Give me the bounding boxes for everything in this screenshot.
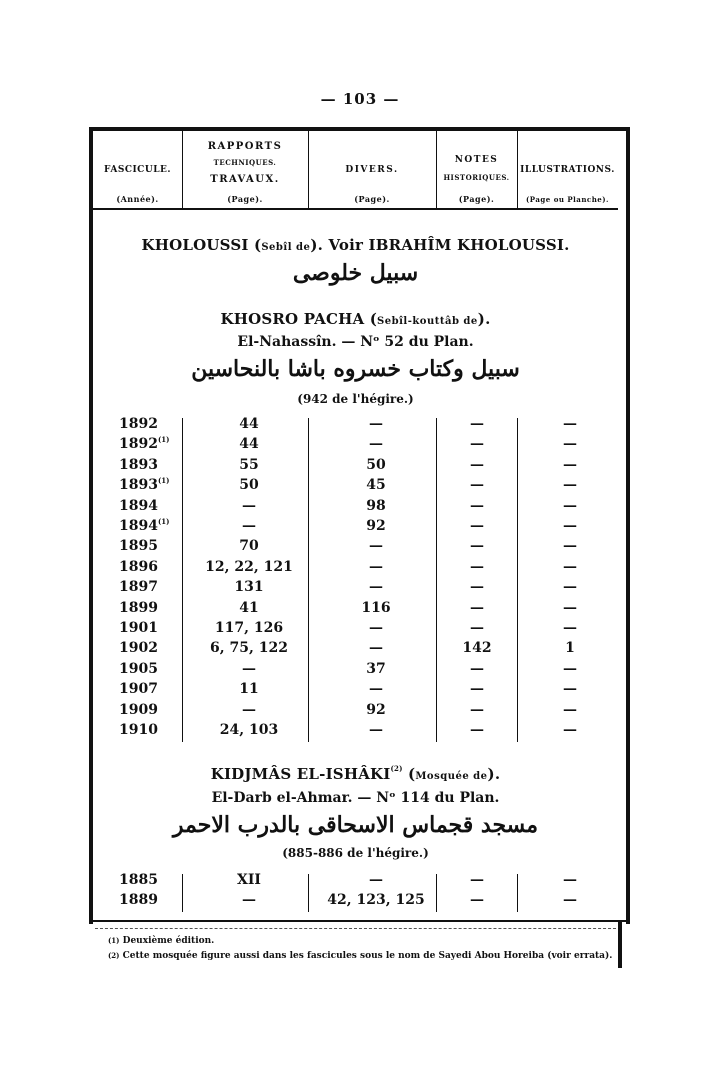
- table-row: [93, 498, 618, 518]
- entry-title-kind: Mosquée de: [415, 771, 488, 782]
- header-fascicule: [93, 131, 182, 208]
- cell-notes: [437, 722, 517, 738]
- cell-notes-text: —: [470, 681, 484, 698]
- cell-year: [119, 436, 169, 452]
- table-bottom-rule: [89, 920, 630, 922]
- cell-notes: [437, 892, 517, 908]
- cell-illustrations: [521, 640, 619, 656]
- cell-illustrations: [521, 702, 619, 718]
- cell-divers: [315, 518, 437, 534]
- entry-location: El-Darb el-Ahmar. — Nᵒ 114 du Plan.: [211, 790, 500, 806]
- cell-divers-text: —: [369, 579, 383, 596]
- cell-rapports: [189, 538, 309, 554]
- cell-illustrations-text: —: [563, 416, 577, 432]
- cell-rapports-text: 44: [239, 416, 259, 432]
- cell-rapports-text: —: [242, 660, 256, 677]
- cell-illustrations: [521, 620, 619, 636]
- entry-title: [93, 236, 618, 254]
- cell-year-text: 1889: [119, 892, 158, 908]
- header-divider: [93, 208, 618, 210]
- entry-title-rest: ).: [477, 310, 491, 328]
- cell-year: [119, 892, 158, 908]
- frame-right-tail: [618, 920, 622, 968]
- cell-divers: [315, 702, 437, 718]
- cell-year: [119, 457, 158, 473]
- cell-year: [119, 477, 169, 493]
- header-illustrations: [517, 131, 618, 208]
- cell-rapports: [189, 436, 309, 452]
- cell-year-text: 1892: [119, 436, 158, 453]
- cell-notes: [437, 436, 517, 452]
- cell-divers: [315, 436, 437, 452]
- cell-notes-text: —: [470, 558, 484, 575]
- cell-illustrations: [521, 518, 619, 534]
- cell-year: [119, 538, 158, 554]
- cell-notes: [437, 640, 517, 656]
- cell-year: [119, 579, 158, 595]
- footnote-ref: (1): [157, 517, 170, 526]
- cell-illustrations-text: —: [563, 892, 577, 908]
- cell-rapports-text: 50: [239, 477, 259, 494]
- header-notes: [436, 131, 517, 208]
- entry-title: [93, 765, 618, 783]
- cell-divers-text: 92: [366, 701, 386, 718]
- cell-divers: [315, 457, 437, 473]
- entry-arabic-name: سبيل وكتاب خسروه باشا بالنحاسين: [191, 356, 520, 382]
- cell-divers: [315, 416, 437, 432]
- cell-year-text: 1902: [119, 640, 158, 657]
- cell-rapports-text: 131: [234, 579, 264, 596]
- cell-notes-text: —: [470, 892, 484, 908]
- cell-rapports: [189, 892, 309, 908]
- cell-divers-text: —: [369, 558, 383, 575]
- cell-illustrations-text: —: [563, 436, 577, 453]
- footnote-item: [108, 949, 612, 964]
- cell-notes: [437, 559, 517, 575]
- cell-illustrations-text: —: [563, 579, 577, 596]
- table-row: [93, 661, 618, 681]
- cell-illustrations-text: —: [563, 456, 577, 473]
- header-notes-line2: HISTORIQUES.: [443, 173, 510, 182]
- cell-year-text: 1909: [119, 701, 158, 718]
- footnote-ref: (1): [157, 435, 170, 445]
- cell-illustrations: [521, 559, 619, 575]
- table-row: [93, 416, 618, 436]
- cell-illustrations: [521, 600, 619, 616]
- cell-rapports-text: 11: [239, 681, 259, 698]
- cell-illustrations: [521, 579, 619, 595]
- cell-notes: [437, 600, 517, 616]
- cell-divers-text: 116: [361, 599, 391, 616]
- cell-rapports: [189, 477, 309, 493]
- cell-illustrations: [521, 681, 619, 697]
- footnote-mark: (2): [108, 951, 120, 960]
- cell-divers-text: —: [369, 681, 383, 698]
- header-divers-sub: (Page).: [354, 194, 390, 204]
- entry-hegire-date: (885-886 de l'hégire.): [282, 846, 429, 860]
- cell-notes: [437, 620, 517, 636]
- cell-year: [119, 681, 158, 697]
- cell-notes-text: —: [470, 436, 484, 453]
- footnote-text: Cette mosquée figure aussi dans les fascicules sous le nom de Sayedi Abou Horeiba (voir errata).: [122, 951, 613, 961]
- cell-year-text: 1907: [119, 681, 158, 698]
- cell-divers: [315, 640, 437, 656]
- header-illustrations-sub: (Page ou Planche).: [525, 195, 609, 204]
- cell-divers-text: 50: [366, 456, 386, 473]
- entry-title-main: KHOLOUSSI (: [141, 236, 262, 254]
- footnote-rule: [95, 928, 616, 929]
- cell-illustrations: [521, 477, 619, 493]
- footnote-ref: (1): [157, 476, 170, 486]
- column-divider: [436, 874, 437, 912]
- column-divider: [517, 874, 518, 912]
- table-row: [93, 518, 618, 538]
- cell-year-text: 1894: [119, 497, 158, 514]
- column-divider: [182, 874, 183, 912]
- cell-rapports: [189, 416, 309, 432]
- cell-rapports: [189, 722, 309, 738]
- cell-illustrations: [521, 892, 619, 908]
- table-row: [93, 538, 618, 558]
- cell-divers-text: 37: [366, 660, 386, 677]
- cell-year-text: 1895: [119, 538, 158, 555]
- cell-illustrations-text: —: [563, 538, 577, 555]
- cell-year-text: 1905: [119, 660, 158, 677]
- entry-title-main: KHOSRO PACHA (: [220, 310, 378, 328]
- cell-notes: [437, 498, 517, 514]
- cell-divers-text: —: [369, 722, 383, 738]
- cell-illustrations-text: 1: [565, 640, 575, 657]
- cell-year: [119, 518, 169, 534]
- cell-year-text: 1894: [119, 518, 158, 534]
- cell-divers: [315, 620, 437, 636]
- cell-divers: [315, 722, 437, 738]
- cell-rapports: [189, 600, 309, 616]
- header-illustrations-label: ILLUSTRATIONS.: [520, 165, 615, 175]
- cell-year-text: 1899: [119, 599, 158, 616]
- cell-illustrations-text: —: [563, 660, 577, 677]
- table-row: [93, 702, 618, 722]
- cell-illustrations-text: —: [563, 497, 577, 514]
- header-fascicule-label: FASCICULE.: [103, 165, 172, 175]
- cell-year: [119, 416, 158, 432]
- cell-year: [119, 722, 158, 738]
- cell-rapports-text: —: [242, 497, 256, 514]
- table-row: [93, 457, 618, 477]
- cell-rapports-text: 117, 126: [214, 620, 284, 636]
- cell-rapports: [189, 498, 309, 514]
- cell-illustrations-text: —: [563, 599, 577, 616]
- cell-divers: [315, 661, 437, 677]
- table-row: [93, 477, 618, 497]
- header-rapports-line3: TRAVAUX.: [210, 174, 280, 185]
- cell-year-text: 1892: [119, 416, 158, 432]
- cell-notes: [437, 457, 517, 473]
- cell-year-text: 1893: [119, 477, 158, 494]
- header-rapports-line2: TECHNIQUES.: [213, 158, 277, 167]
- cell-illustrations-text: —: [563, 872, 577, 888]
- cell-rapports-text: 24, 103: [219, 722, 279, 738]
- header-rapports: [182, 131, 308, 208]
- cell-year: [119, 559, 158, 575]
- cell-illustrations-text: —: [563, 518, 577, 534]
- cell-year-text: 1910: [119, 722, 158, 738]
- cell-divers: [315, 559, 437, 575]
- cell-notes: [437, 579, 517, 595]
- entry-title-kind: Sebîl-kouttâb de: [377, 316, 478, 327]
- cell-illustrations: [521, 457, 619, 473]
- cell-year: [119, 620, 158, 636]
- entry-hegire-date: (942 de l'hégire.): [297, 392, 414, 406]
- cell-year-text: 1901: [119, 620, 158, 636]
- cell-illustrations-text: —: [563, 681, 577, 698]
- cell-illustrations: [521, 538, 619, 554]
- cell-divers-text: 98: [366, 497, 386, 514]
- cell-divers-text: —: [369, 620, 383, 636]
- table-row: [93, 436, 618, 456]
- column-divider: [182, 418, 183, 742]
- cell-year-text: 1885: [119, 872, 158, 888]
- entry-arabic-name: مسجد قجماس الاسحاقى بالدرب الاحمر: [172, 812, 539, 838]
- cell-illustrations: [521, 498, 619, 514]
- cell-rapports: [189, 559, 309, 575]
- cell-notes-text: —: [470, 538, 484, 555]
- cell-notes-text: —: [470, 518, 484, 534]
- table-row: [93, 579, 618, 599]
- cell-divers: [315, 538, 437, 554]
- entry-arabic-name: سبيل خلوصى: [292, 260, 419, 286]
- cell-notes: [437, 518, 517, 534]
- cell-divers-text: —: [369, 436, 383, 453]
- cell-notes-text: —: [470, 620, 484, 636]
- cell-notes: [437, 477, 517, 493]
- header-rapports-sub: (Page).: [227, 194, 263, 204]
- table-row: [93, 722, 618, 742]
- table-row: [93, 681, 618, 701]
- cell-divers: [315, 892, 437, 908]
- cell-rapports: [189, 702, 309, 718]
- entry-title-rest: ).: [487, 765, 501, 783]
- cell-notes-text: —: [470, 701, 484, 718]
- table-row: [93, 620, 618, 640]
- cell-divers-text: 45: [366, 477, 386, 494]
- table-row: [93, 640, 618, 660]
- cell-rapports: [189, 640, 309, 656]
- cell-notes-text: —: [470, 599, 484, 616]
- cell-notes-text: —: [470, 497, 484, 514]
- cell-year-text: 1897: [119, 579, 158, 596]
- cell-divers: [315, 579, 437, 595]
- column-divider: [308, 874, 309, 912]
- cell-illustrations-text: —: [563, 558, 577, 575]
- cell-notes-text: —: [470, 579, 484, 596]
- page-number: — 103 —: [320, 90, 400, 108]
- cell-divers-text: —: [369, 872, 383, 888]
- cell-notes-text: —: [470, 660, 484, 677]
- cell-rapports-text: 44: [239, 436, 259, 453]
- table-row: [93, 600, 618, 620]
- cell-notes-text: —: [470, 872, 484, 888]
- cell-rapports-text: XII: [237, 872, 261, 888]
- cell-divers: [315, 681, 437, 697]
- header-notes-line1: NOTES: [454, 155, 499, 165]
- cell-illustrations: [521, 872, 619, 888]
- cell-year: [119, 702, 158, 718]
- cell-divers: [315, 600, 437, 616]
- header-rapports-line1: RAPPORTS: [207, 141, 283, 152]
- entry-title: [93, 310, 618, 328]
- column-divider: [436, 418, 437, 742]
- cell-rapports: [189, 518, 309, 534]
- cell-notes: [437, 702, 517, 718]
- table-row: [93, 872, 618, 892]
- cell-rapports-text: 6, 75, 122: [210, 640, 288, 657]
- cell-year: [119, 498, 158, 514]
- cell-rapports-text: —: [242, 518, 256, 534]
- entry-title-main: KIDJMÂS EL-ISHÂKI: [210, 765, 391, 783]
- footnote-text: Deuxième édition.: [122, 936, 215, 946]
- footnotes: [108, 934, 612, 964]
- cell-rapports: [189, 681, 309, 697]
- cell-notes-text: —: [470, 477, 484, 494]
- cell-notes: [437, 661, 517, 677]
- column-divider: [308, 418, 309, 742]
- table-row: [93, 892, 618, 912]
- cell-illustrations-text: —: [563, 620, 577, 636]
- cell-rapports-text: —: [242, 892, 256, 908]
- cell-year-text: 1896: [119, 558, 158, 575]
- cell-divers: [315, 498, 437, 514]
- cell-divers-text: —: [369, 640, 383, 657]
- cell-illustrations-text: —: [563, 701, 577, 718]
- cell-illustrations-text: —: [563, 722, 577, 738]
- header-divers: [308, 131, 436, 208]
- cell-notes-text: 142: [462, 640, 492, 657]
- footnote-ref: (2): [390, 764, 403, 773]
- column-divider: [517, 418, 518, 742]
- cell-illustrations: [521, 661, 619, 677]
- cell-illustrations-text: —: [563, 477, 577, 494]
- cell-year: [119, 872, 158, 888]
- cell-year-text: 1893: [119, 456, 158, 473]
- cell-notes: [437, 872, 517, 888]
- cell-notes-text: —: [470, 722, 484, 738]
- cell-rapports: [189, 457, 309, 473]
- cell-rapports: [189, 579, 309, 595]
- cell-rapports: [189, 661, 309, 677]
- cell-illustrations: [521, 416, 619, 432]
- cell-year: [119, 600, 158, 616]
- cell-notes-text: —: [470, 416, 484, 432]
- cell-divers-text: —: [369, 416, 383, 432]
- entry-title-kind: Sebîl de: [261, 242, 311, 253]
- cell-rapports-text: 12, 22, 121: [205, 558, 293, 575]
- cell-divers: [315, 477, 437, 493]
- table-row: [93, 559, 618, 579]
- cell-rapports: [189, 872, 309, 888]
- cell-rapports-text: 55: [239, 456, 259, 473]
- cell-rapports-text: —: [242, 701, 256, 718]
- cell-illustrations: [521, 722, 619, 738]
- entry-title-rest: ). Voir IBRAHÎM KHOLOUSSI.: [310, 236, 570, 254]
- cell-year: [119, 661, 158, 677]
- cell-divers: [315, 872, 437, 888]
- cell-rapports-text: 70: [239, 538, 259, 555]
- cell-notes: [437, 416, 517, 432]
- entry-location: El-Nahassîn. — Nᵒ 52 du Plan.: [237, 334, 474, 350]
- cell-divers-text: 92: [366, 518, 386, 534]
- cell-rapports-text: 41: [239, 599, 259, 616]
- cell-year: [119, 640, 158, 656]
- cell-notes: [437, 681, 517, 697]
- header-divers-label: DIVERS.: [345, 165, 399, 175]
- header-fascicule-sub: (Année).: [116, 194, 159, 204]
- cell-notes: [437, 538, 517, 554]
- footnote-item: [108, 934, 612, 949]
- cell-notes-text: —: [470, 456, 484, 473]
- cell-rapports: [189, 620, 309, 636]
- entry-title-paren: (: [402, 765, 416, 783]
- cell-illustrations: [521, 436, 619, 452]
- cell-divers-text: 42, 123, 125: [327, 892, 425, 908]
- footnote-mark: (1): [108, 936, 120, 945]
- header-notes-sub: (Page).: [458, 194, 495, 204]
- cell-divers-text: —: [369, 538, 383, 555]
